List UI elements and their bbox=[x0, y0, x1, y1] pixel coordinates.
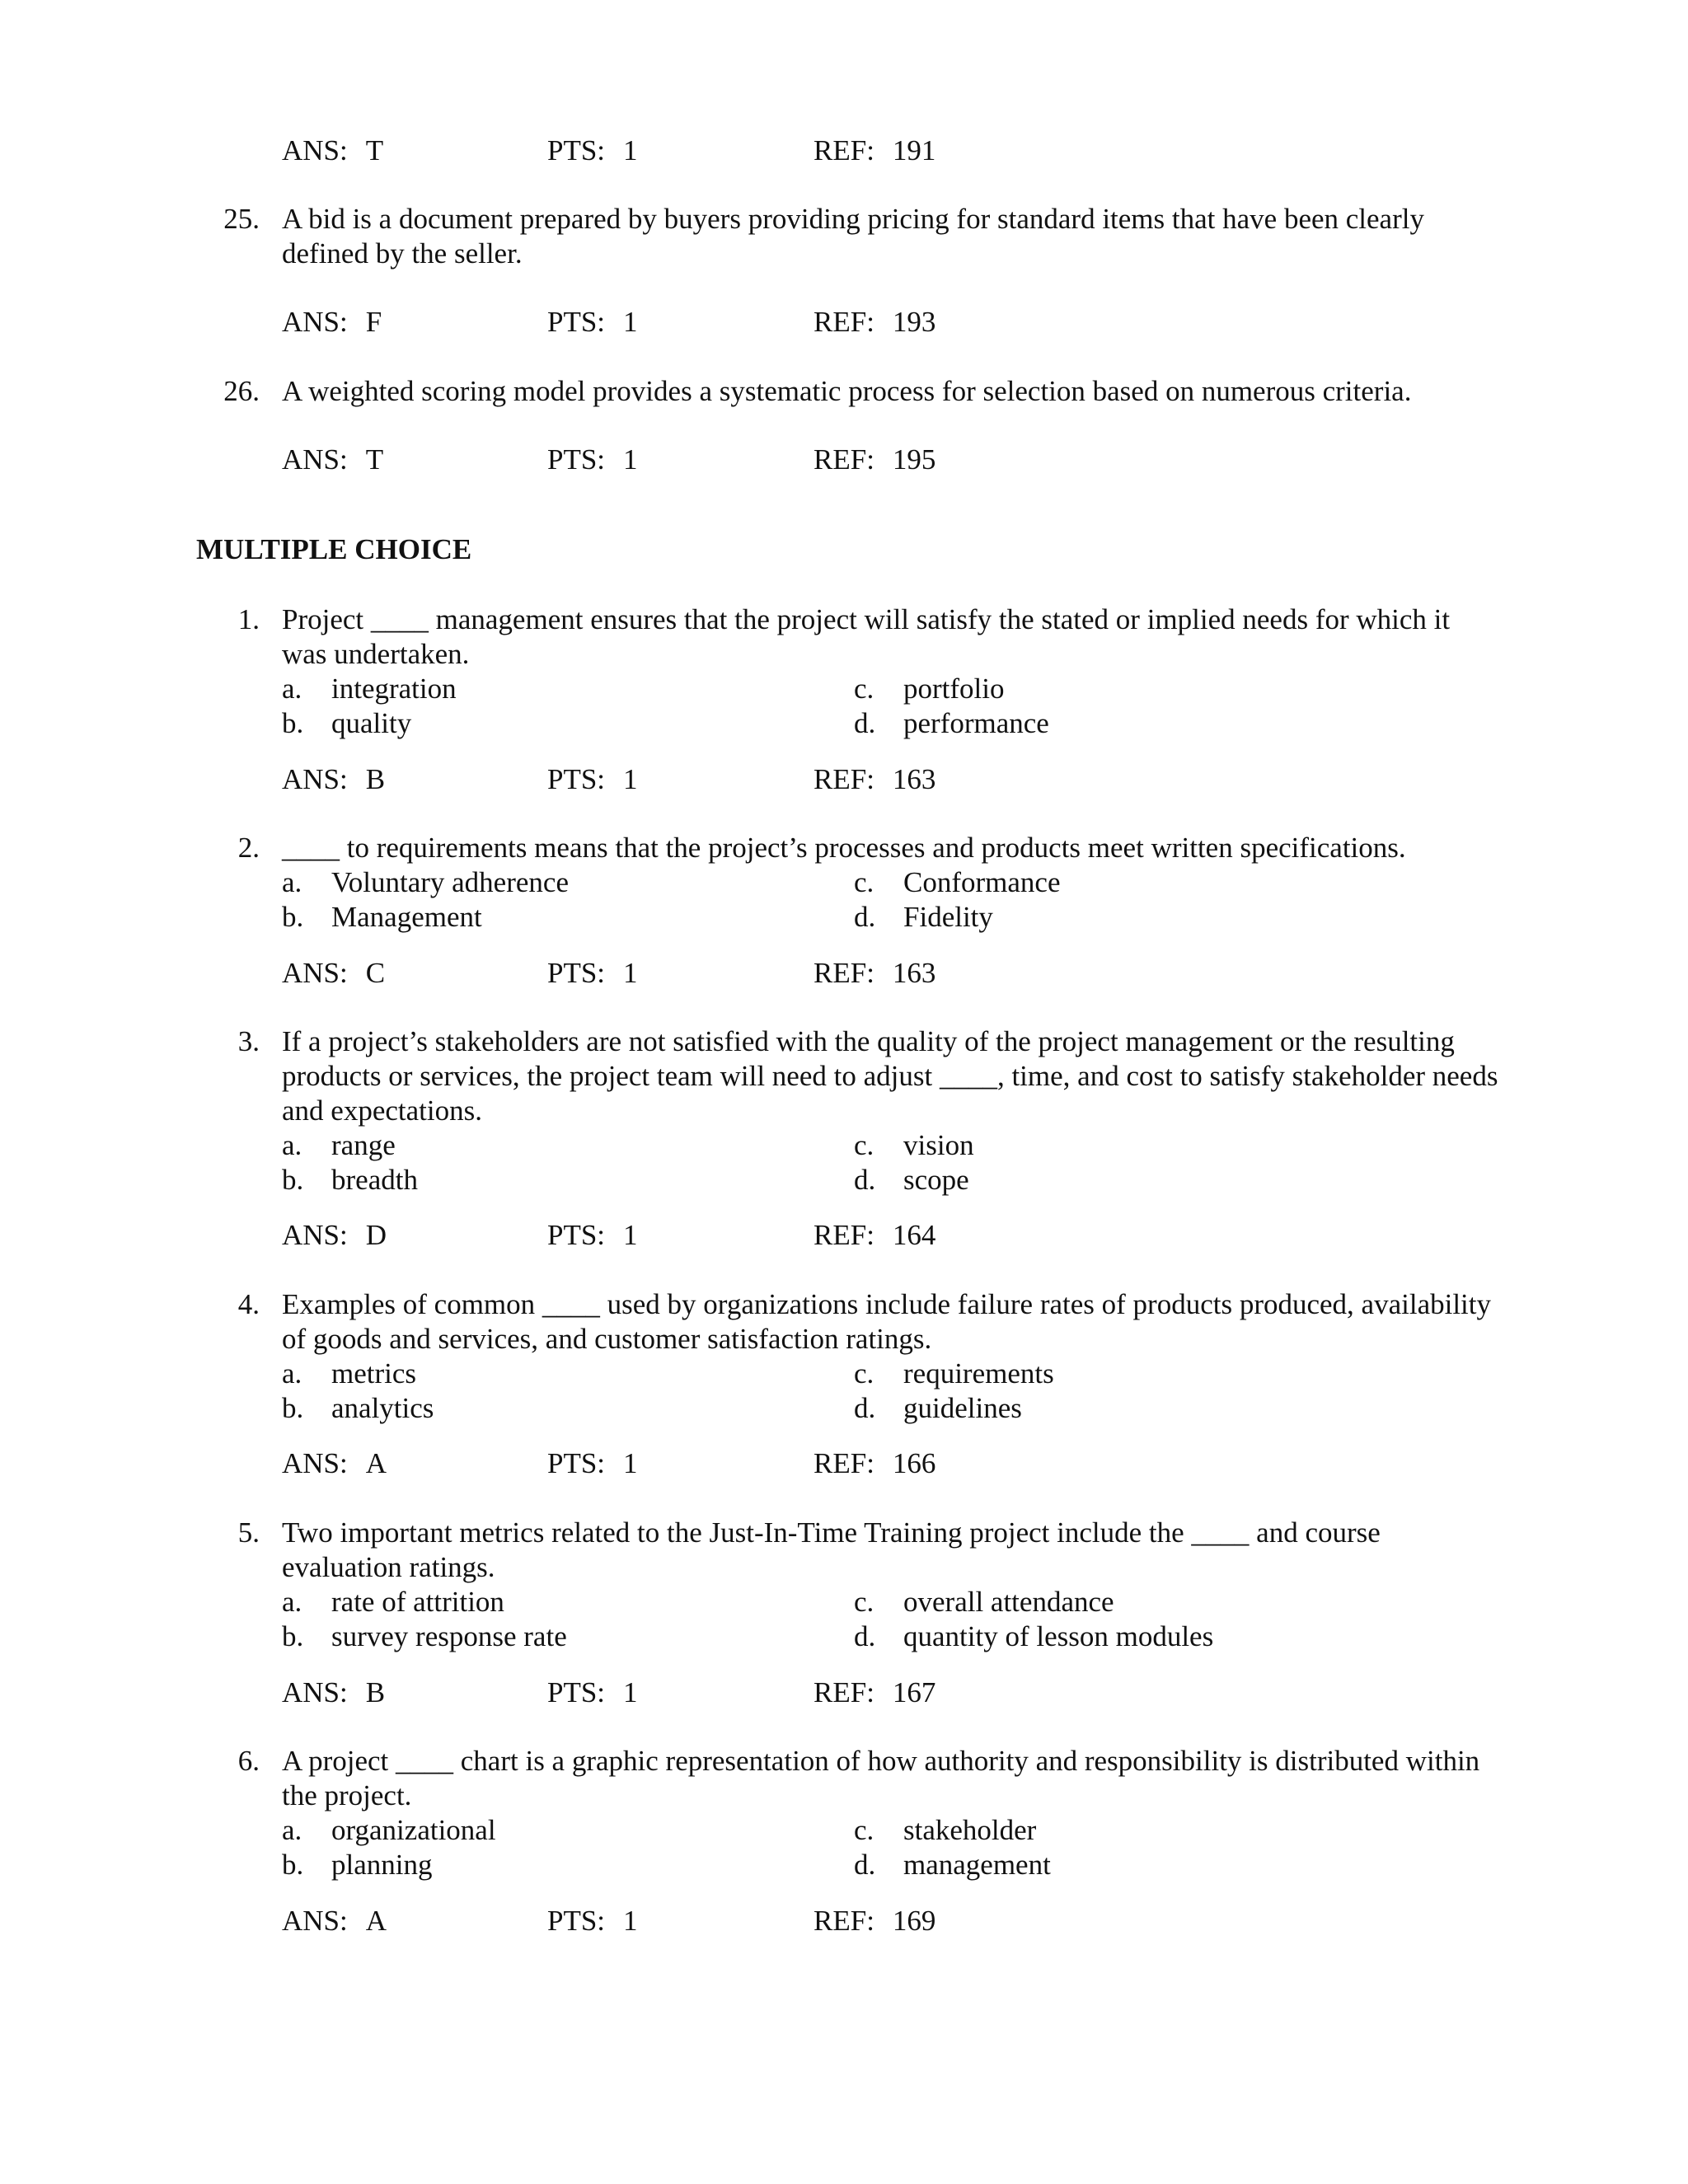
answer-line bbox=[282, 305, 1518, 340]
question-text: ____ to requirements means that the project’s processes and products meet written specifications. bbox=[282, 832, 1406, 864]
ans-value: T bbox=[365, 134, 384, 166]
option-text: analytics bbox=[331, 1392, 434, 1424]
question-number: 3. bbox=[237, 1025, 260, 1057]
option-c bbox=[854, 1357, 1054, 1391]
ans-label: ANS: bbox=[282, 443, 348, 476]
option-letter: c. bbox=[854, 1129, 874, 1161]
ans-label: ANS: bbox=[282, 1219, 348, 1251]
option-text: portfolio bbox=[903, 673, 1005, 705]
question-text: Project ____ management ensures that the project will satisfy the stated or implied needs for which it was undertaken. bbox=[282, 603, 1451, 670]
pts-label: PTS: bbox=[547, 957, 606, 989]
pts-value: 1 bbox=[623, 443, 638, 476]
option-text: Management bbox=[331, 901, 482, 933]
option-c bbox=[854, 1813, 1036, 1848]
option-text: Fidelity bbox=[903, 901, 993, 933]
question-number: 4. bbox=[237, 1288, 260, 1320]
ref-label: REF: bbox=[814, 957, 874, 989]
question-number: 1. bbox=[237, 603, 260, 635]
option-letter: b. bbox=[282, 707, 304, 739]
option-a bbox=[282, 865, 569, 900]
pts-value: 1 bbox=[623, 763, 638, 795]
question-text: Two important metrics related to the Just-In-Time Training project include the ____ and course evaluation ratings. bbox=[282, 1516, 1381, 1583]
option-letter: a. bbox=[282, 866, 302, 898]
answer-line bbox=[282, 1218, 1518, 1253]
ans-label: ANS: bbox=[282, 957, 348, 989]
pts-value: 1 bbox=[623, 1905, 638, 1937]
ans-label: ANS: bbox=[282, 134, 348, 166]
option-letter: b. bbox=[282, 1392, 304, 1424]
option-letter: d. bbox=[854, 707, 876, 739]
answer-line bbox=[282, 1675, 1518, 1710]
question-number: 6. bbox=[237, 1745, 260, 1777]
ans-label: ANS: bbox=[282, 1676, 348, 1708]
option-d bbox=[854, 1163, 969, 1197]
ref-value: 163 bbox=[892, 957, 936, 989]
ans-label: ANS: bbox=[282, 1447, 348, 1479]
ref-value: 164 bbox=[892, 1219, 936, 1251]
answer-line bbox=[282, 134, 1518, 168]
pts-label: PTS: bbox=[547, 1447, 606, 1479]
option-text: stakeholder bbox=[903, 1814, 1037, 1846]
ans-value: B bbox=[365, 763, 386, 795]
option-c bbox=[854, 1585, 1114, 1619]
pts-label: PTS: bbox=[547, 134, 606, 166]
pts-label: PTS: bbox=[547, 1219, 606, 1251]
ref-label: REF: bbox=[814, 1447, 874, 1479]
option-letter: a. bbox=[282, 1129, 302, 1161]
pts-value: 1 bbox=[623, 1447, 638, 1479]
option-a bbox=[282, 1585, 504, 1619]
answer-line bbox=[282, 762, 1518, 797]
option-a bbox=[282, 672, 457, 706]
option-letter: b. bbox=[282, 901, 304, 933]
option-text: requirements bbox=[903, 1357, 1054, 1390]
ref-label: REF: bbox=[814, 763, 874, 795]
ref-label: REF: bbox=[814, 306, 874, 338]
ref-value: 163 bbox=[892, 763, 936, 795]
option-text: quantity of lesson modules bbox=[903, 1620, 1214, 1652]
ans-value: A bbox=[365, 1905, 387, 1937]
question-number: 2. bbox=[237, 832, 260, 864]
option-letter: b. bbox=[282, 1164, 304, 1196]
answer-line bbox=[282, 956, 1518, 991]
pts-label: PTS: bbox=[547, 443, 606, 476]
option-text: integration bbox=[331, 673, 457, 705]
pts-value: 1 bbox=[623, 1219, 638, 1251]
ref-value: 167 bbox=[892, 1676, 936, 1708]
option-letter: c. bbox=[854, 673, 874, 705]
ans-value: D bbox=[365, 1219, 387, 1251]
option-text: organizational bbox=[331, 1814, 496, 1846]
option-b bbox=[282, 1391, 434, 1426]
pts-label: PTS: bbox=[547, 1676, 606, 1708]
pts-value: 1 bbox=[623, 134, 638, 166]
option-letter: a. bbox=[282, 673, 302, 705]
option-letter: c. bbox=[854, 866, 874, 898]
option-letter: a. bbox=[282, 1357, 302, 1390]
option-b bbox=[282, 1163, 418, 1197]
ref-value: 193 bbox=[892, 306, 936, 338]
option-d bbox=[854, 1848, 1051, 1882]
ans-label: ANS: bbox=[282, 763, 348, 795]
ref-value: 169 bbox=[892, 1905, 936, 1937]
answer-line bbox=[282, 1446, 1518, 1481]
option-letter: c. bbox=[854, 1357, 874, 1390]
option-letter: d. bbox=[854, 1392, 876, 1424]
option-b bbox=[282, 1848, 432, 1882]
option-d bbox=[854, 1619, 1213, 1654]
ref-label: REF: bbox=[814, 1676, 874, 1708]
option-text: planning bbox=[331, 1849, 433, 1881]
pts-value: 1 bbox=[623, 957, 638, 989]
pts-value: 1 bbox=[623, 306, 638, 338]
ans-value: A bbox=[365, 1447, 387, 1479]
option-d bbox=[854, 706, 1049, 741]
option-letter: b. bbox=[282, 1620, 304, 1652]
option-a bbox=[282, 1128, 396, 1163]
option-d bbox=[854, 900, 993, 935]
ref-value: 166 bbox=[892, 1447, 936, 1479]
option-text: Conformance bbox=[903, 866, 1061, 898]
option-text: quality bbox=[331, 707, 412, 739]
option-text: range bbox=[331, 1129, 396, 1161]
ref-label: REF: bbox=[814, 1905, 874, 1937]
option-letter: c. bbox=[854, 1586, 874, 1618]
option-text: management bbox=[903, 1849, 1051, 1881]
ans-value: B bbox=[365, 1676, 386, 1708]
option-text: vision bbox=[903, 1129, 974, 1161]
option-letter: c. bbox=[854, 1814, 874, 1846]
pts-label: PTS: bbox=[547, 306, 606, 338]
option-text: survey response rate bbox=[331, 1620, 567, 1652]
ans-label: ANS: bbox=[282, 306, 348, 338]
option-c bbox=[854, 672, 1004, 706]
ref-label: REF: bbox=[814, 134, 874, 166]
option-b bbox=[282, 900, 482, 935]
option-text: guidelines bbox=[903, 1392, 1022, 1424]
pts-label: PTS: bbox=[547, 1905, 606, 1937]
option-text: Voluntary adherence bbox=[331, 866, 569, 898]
ref-label: REF: bbox=[814, 1219, 874, 1251]
option-text: breadth bbox=[331, 1164, 418, 1196]
option-a bbox=[282, 1357, 416, 1391]
ans-value: C bbox=[365, 957, 386, 989]
option-d bbox=[854, 1391, 1022, 1426]
question-number: 25. bbox=[223, 203, 260, 235]
option-letter: d. bbox=[854, 1849, 876, 1881]
option-letter: d. bbox=[854, 1164, 876, 1196]
option-letter: d. bbox=[854, 901, 876, 933]
answer-line bbox=[282, 1904, 1518, 1938]
option-text: performance bbox=[903, 707, 1049, 739]
pts-label: PTS: bbox=[547, 763, 606, 795]
answer-line bbox=[282, 443, 1518, 477]
option-a bbox=[282, 1813, 496, 1848]
option-c bbox=[854, 865, 1060, 900]
option-b bbox=[282, 1619, 567, 1654]
ref-value: 191 bbox=[892, 134, 936, 166]
question-text: If a project’s stakeholders are not satisfied with the quality of the project management or the resulting products or services, the project team will need to adjust ____, time, and cost to satisfy stakeholder needs and expectations. bbox=[282, 1025, 1498, 1127]
question-text: A project ____ chart is a graphic representation of how authority and responsibility is distributed within the project. bbox=[282, 1745, 1480, 1811]
option-letter: b. bbox=[282, 1849, 304, 1881]
ans-value: T bbox=[365, 443, 384, 476]
option-text: metrics bbox=[331, 1357, 417, 1390]
question-number: 26. bbox=[223, 375, 260, 407]
option-b bbox=[282, 706, 411, 741]
pts-value: 1 bbox=[623, 1676, 638, 1708]
option-text: overall attendance bbox=[903, 1586, 1114, 1618]
ans-label: ANS: bbox=[282, 1905, 348, 1937]
option-text: rate of attrition bbox=[331, 1586, 504, 1618]
question-text: A bid is a document prepared by buyers providing pricing for standard items that have been clearly defined by the seller. bbox=[282, 203, 1424, 269]
option-text: scope bbox=[903, 1164, 969, 1196]
option-letter: a. bbox=[282, 1586, 302, 1618]
option-letter: a. bbox=[282, 1814, 302, 1846]
ref-value: 195 bbox=[892, 443, 936, 476]
question-text: A weighted scoring model provides a systematic process for selection based on numerous criteria. bbox=[282, 375, 1412, 407]
option-letter: d. bbox=[854, 1620, 876, 1652]
ref-label: REF: bbox=[814, 443, 874, 476]
ans-value: F bbox=[365, 306, 382, 338]
section-title: MULTIPLE CHOICE bbox=[196, 533, 472, 565]
question-text: Examples of common ____ used by organizations include failure rates of products produced, availability of goods and services, and customer satisfaction ratings. bbox=[282, 1288, 1492, 1355]
question-number: 5. bbox=[237, 1516, 260, 1549]
option-c bbox=[854, 1128, 974, 1163]
